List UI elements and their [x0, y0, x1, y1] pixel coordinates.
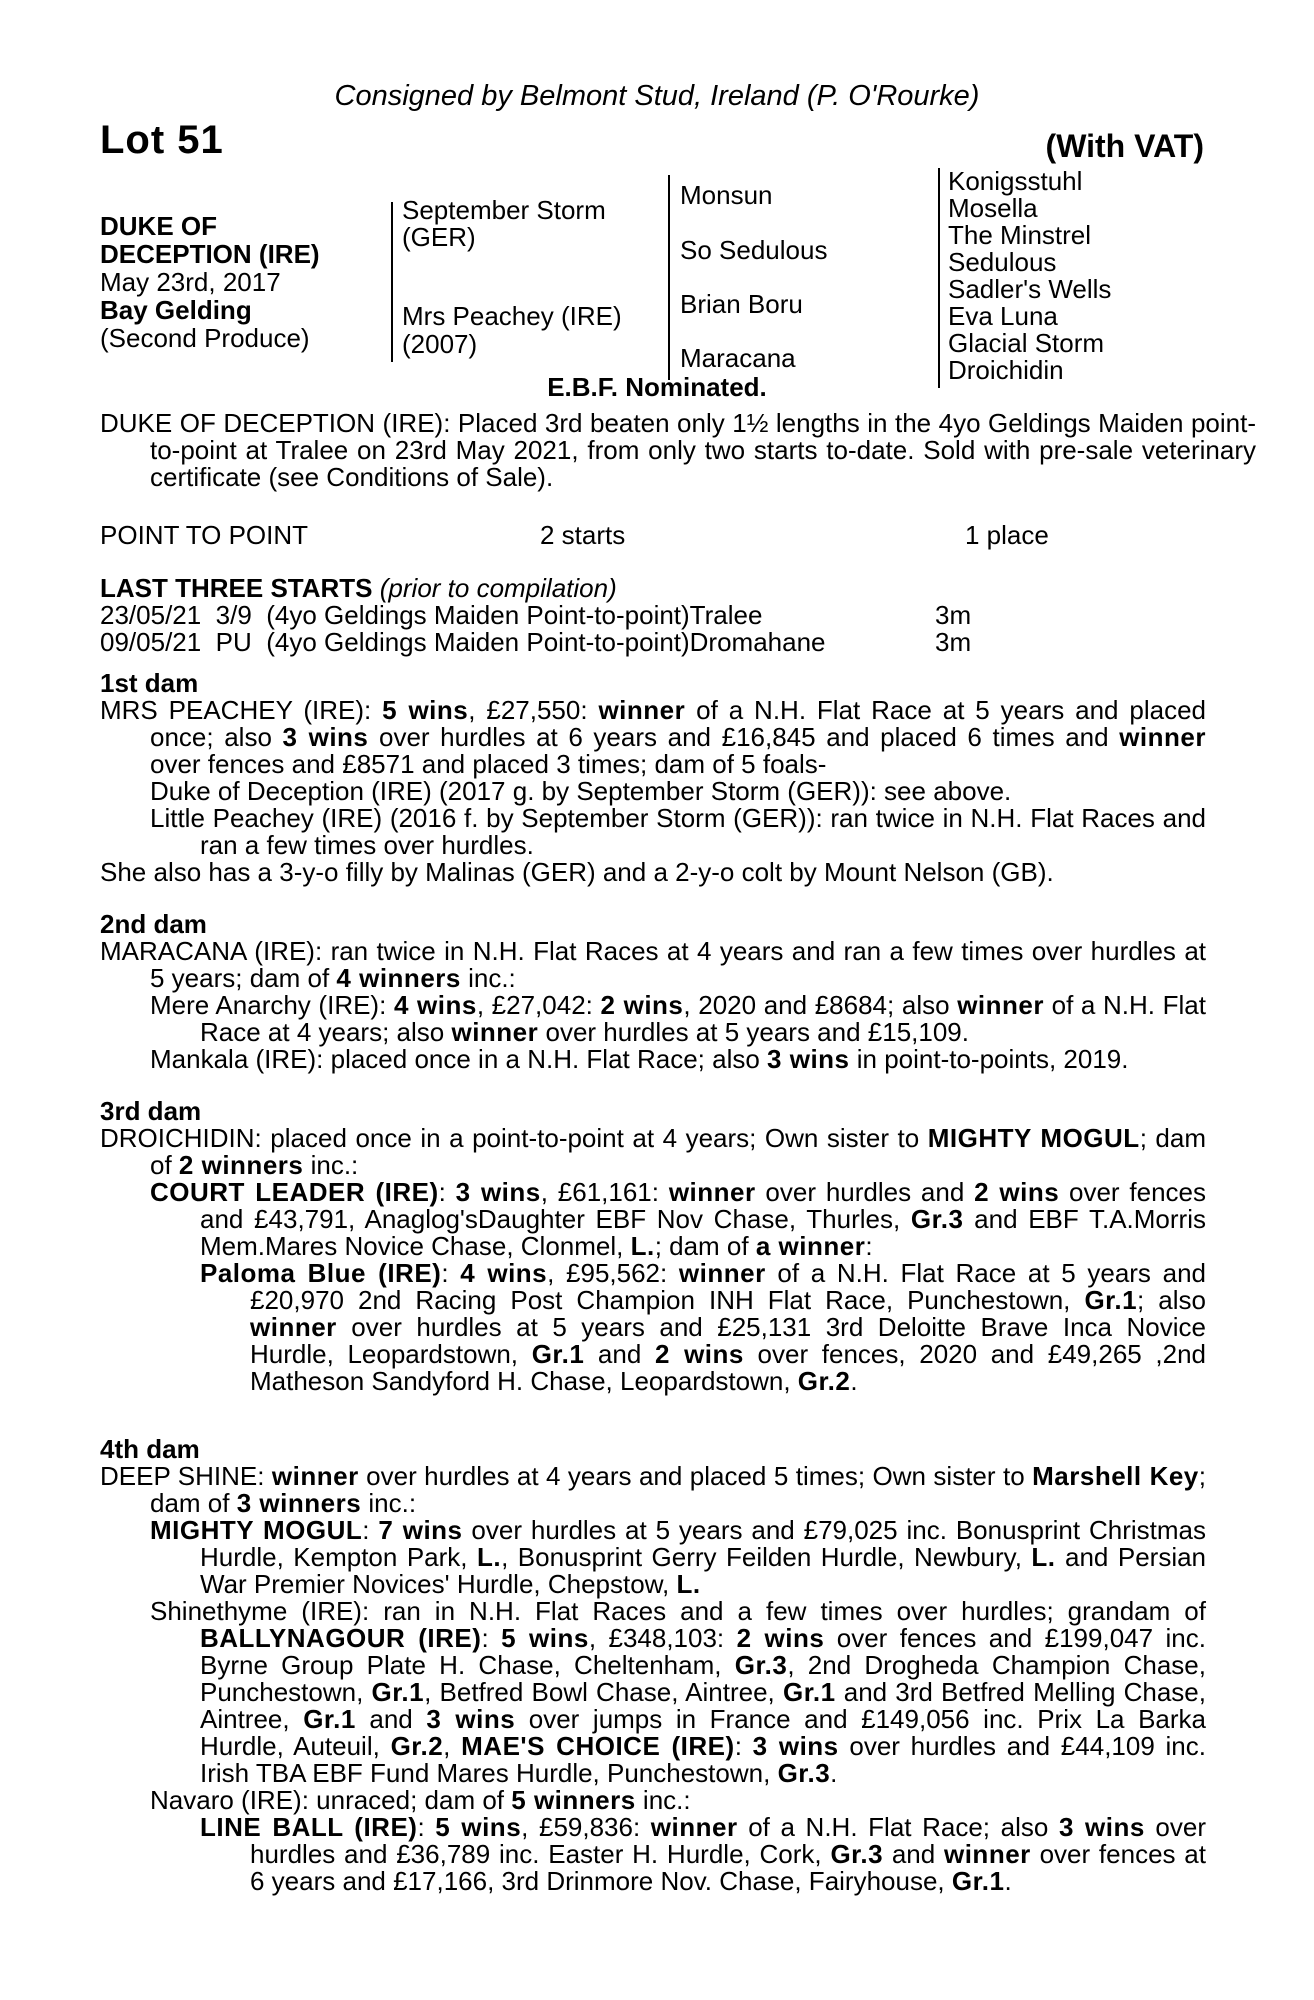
gen2-sire-sire: Monsun — [680, 180, 773, 210]
fourth-dam-grandproduce-1: LINE BALL (IRE): 5 wins, £59,836: winner of a N.H. Flat Race; also 3 wins over hurdles and £36,789 inc. Easter H. Hurdle, Cork, Gr.3 and winner over fences at 6 years and £17,166, 3rd Drinmore Nov. Chase, Fairyhouse, Gr.1. — [200, 1812, 1206, 1896]
gen2-dam-dam: Maracana — [680, 343, 796, 373]
lot-number: Lot 51 — [100, 118, 224, 162]
sire-country: (GER) — [402, 222, 476, 252]
gen3-1: Konigsstuhl — [948, 166, 1083, 196]
sire-name: September Storm — [402, 195, 606, 225]
horse-name-line1: DUKE OF — [100, 211, 217, 241]
second-dam-produce-2: Mankala (IRE): placed once in a N.H. Flat Race; also 3 wins in point-to-points, 2019. — [150, 1044, 1129, 1074]
fourth-dam-text: DEEP SHINE: winner over hurdles at 4 years and placed 5 times; Own sister to Marshell Key; dam of 3 winners inc.: — [100, 1461, 1207, 1518]
start-row-1-distance: 3m — [935, 600, 972, 630]
third-dam-text: DROICHIDIN: placed once in a point-to-point at 4 years; Own sister to MIGHTY MOGUL; dam of 2 winners inc.: — [100, 1123, 1207, 1180]
first-dam-note: She also has a 3-y-o filly by Malinas (GER) and a 2-y-o colt by Mount Nelson (GB). — [100, 857, 1054, 887]
vat-note: (With VAT) — [1045, 128, 1204, 164]
second-dam-heading: 2nd dam — [100, 909, 207, 939]
gen3-5: Sadler's Wells — [948, 274, 1112, 304]
gen3-6: Eva Luna — [948, 301, 1058, 331]
first-dam-produce-1: Duke of Deception (IRE) (2017 g. by September Storm (GER)): see above. — [150, 776, 1012, 806]
gen3-8: Droichidin — [948, 355, 1064, 385]
record-places: 1 place — [965, 520, 1049, 550]
horse-name-line2: DECEPTION (IRE) — [100, 239, 320, 269]
record-label: POINT TO POINT — [100, 520, 309, 550]
third-dam-heading: 3rd dam — [100, 1096, 202, 1126]
last-three-note: (prior to compilation) — [379, 573, 617, 603]
gen3-3: The Minstrel — [948, 220, 1092, 250]
third-dam-section — [100, 1098, 1206, 1395]
gen2-sire-dam: So Sedulous — [680, 235, 828, 265]
dam-name: Mrs Peachey (IRE) — [402, 301, 622, 331]
gen3-7: Glacial Storm — [948, 328, 1105, 358]
intro-paragraph: DUKE OF DECEPTION (IRE): Placed 3rd beaten only 1½ lengths in the 4yo Geldings Maiden point-to-point at Tralee on 23rd May 2021, from only two starts to-date. Sold with pre-sale veterinary certificate (see Conditions of Sale). — [100, 408, 1256, 492]
dam-year: (2007) — [402, 329, 478, 359]
first-dam-text: MRS PEACHEY (IRE): 5 wins, £27,550: winner of a N.H. Flat Race at 5 years and placed once; also 3 wins over hurdles at 6 years and £16,845 and placed 6 times and winner over fences and £8571 and placed 3 times; dam of 5 foals- — [100, 695, 1206, 779]
start-row-2: 09/05/21 PU (4yo Geldings Maiden Point-to-point)Dromahane — [100, 627, 826, 657]
start-row-1: 23/05/21 3/9 (4yo Geldings Maiden Point-to-point)Tralee — [100, 600, 763, 630]
gen3-4: Sedulous — [948, 247, 1057, 277]
third-dam-grandproduce-1: Paloma Blue (IRE): 4 wins, £95,562: winner of a N.H. Flat Race at 5 years and £20,970 2nd Racing Post Champion INH Flat Race, Punchestown, Gr.1; also winner over hurdles at 5 years and £25,131 3rd Deloitte Brave Inca Novice Hurdle, Leopardstown, Gr.1 and 2 wins over fences, 2020 and £49,265 ,2nd Matheson Sandyford H. Chase, Leopardstown, Gr.2. — [200, 1258, 1206, 1396]
first-dam-heading: 1st dam — [100, 668, 199, 698]
horse-sex: Bay Gelding — [100, 295, 252, 325]
second-dam-section — [100, 911, 1206, 1073]
first-dam-produce-2: Little Peachey (IRE) (2016 f. by September Storm (GER)): ran twice in N.H. Flat Races and ran a few times over hurdles. — [150, 803, 1206, 860]
consignor-line: Consigned by Belmont Stud, Ireland (P. O'Rourke) — [334, 80, 980, 112]
pedigree-bracket-1 — [391, 202, 393, 362]
second-dam-produce-1: Mere Anarchy (IRE): 4 wins, £27,042: 2 wins, 2020 and £8684; also winner of a N.H. Flat Race at 4 years; also winner over hurdles at 5 years and £15,109. — [150, 990, 1206, 1047]
second-dam-text: MARACANA (IRE): ran twice in N.H. Flat Races at 4 years and ran a few times over hurdles at 5 years; dam of 4 winners inc.: — [100, 936, 1206, 993]
record-starts: 2 starts — [540, 520, 626, 550]
fourth-dam-section — [100, 1436, 1206, 1895]
start-row-2-distance: 3m — [935, 627, 972, 657]
fourth-dam-produce-1: MIGHTY MOGUL: 7 wins over hurdles at 5 years and £79,025 inc. Bonusprint Christmas Hurdle, Kempton Park, L., Bonusprint Gerry Feilden Hurdle, Newbury, L. and Persian War Premier Novices' Hurdle, Chepstow, L. — [150, 1515, 1207, 1599]
fourth-dam-produce-2: Shinethyme (IRE): ran in N.H. Flat Races and a few times over hurdles; grandam of BALLYNAGOUR (IRE): 5 wins, £348,103: 2 wins over fences and £199,047 inc. Byrne Group Plate H. Chase, Cheltenham, Gr.3, 2nd Drogheda Champion Chase, Punchestown, Gr.1, Betfred Bowl Chase, Aintree, Gr.1 and 3rd Betfred Melling Chase, Aintree, Gr.1 and 3 wins over jumps in France and £149,056 inc. Prix La Barka Hurdle, Auteuil, Gr.2, MAE'S CHOICE (IRE): 3 wins over hurdles and £44,109 inc. Irish TBA EBF Fund Mares Hurdle, Punchestown, Gr.3. — [150, 1596, 1206, 1788]
third-dam-produce-1: COURT LEADER (IRE): 3 wins, £61,161: winner over hurdles and 2 wins over fences and £43,791, Anaglog'sDaughter EBF Nov Chase, Thurles, Gr.3 and EBF T.A.Morris Mem.Mares Novice Chase, Clonmel, L.; dam of a winner: — [150, 1177, 1206, 1261]
foaling-date: May 23rd, 2017 — [100, 267, 281, 297]
ebf-nominated: E.B.F. Nominated. — [547, 372, 767, 402]
first-dam-section — [100, 670, 1206, 886]
fourth-dam-produce-3: Navaro (IRE): unraced; dam of 5 winners inc.: — [150, 1785, 691, 1815]
gen3-2: Mosella — [948, 193, 1038, 223]
produce-note: (Second Produce) — [100, 323, 310, 353]
fourth-dam-heading: 4th dam — [100, 1434, 200, 1464]
pedigree-bracket-3 — [938, 168, 940, 388]
last-three-title: LAST THREE STARTS — [100, 573, 373, 603]
pedigree-bracket-2 — [668, 175, 670, 380]
gen2-dam-sire: Brian Boru — [680, 289, 803, 319]
